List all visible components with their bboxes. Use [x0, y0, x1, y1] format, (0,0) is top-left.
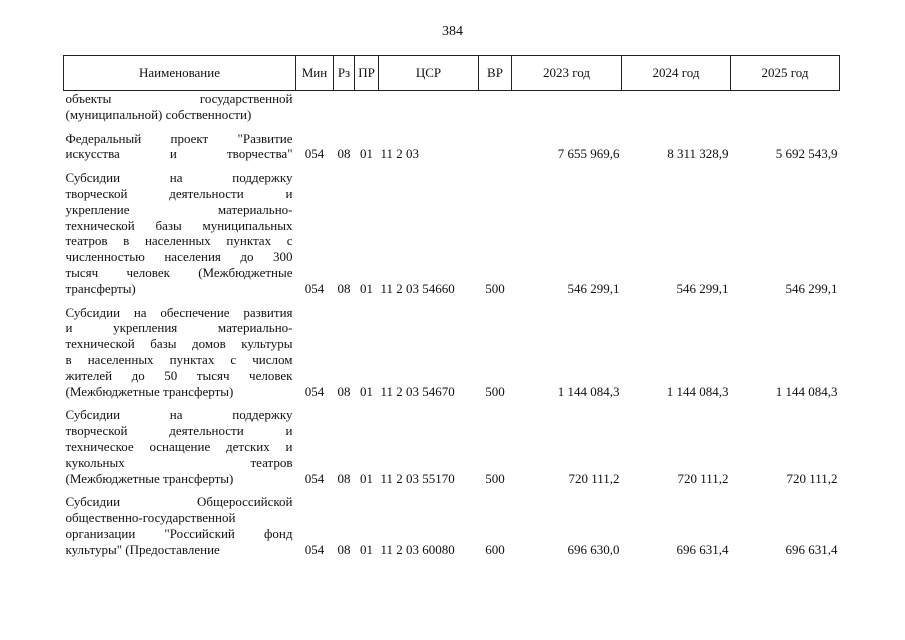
row-csr: 11 2 03 55170 [380, 470, 455, 486]
row-name-line: Субсидии на обеспечение развития [65, 304, 293, 320]
row-y2023: 1 144 084,3 [557, 383, 620, 399]
header-2024: 2024 год [622, 56, 731, 91]
row-csr [379, 91, 479, 123]
row-y2023: 696 630,0 [567, 541, 620, 557]
row-min [296, 91, 334, 123]
row-name-line: творческой деятельности и [65, 423, 293, 439]
row-y2025: 5 692 543,9 [775, 146, 838, 162]
header-csr: ЦСР [379, 56, 479, 91]
row-pr: 01 [360, 280, 373, 296]
row-name-line: объекты государственной [65, 91, 293, 106]
row-name [64, 131, 296, 163]
header-name: Наименование [64, 56, 296, 91]
row-pr: 01 [360, 470, 373, 486]
row-name-line: в населенных пунктах с числом [65, 351, 293, 367]
row-gap [64, 123, 840, 131]
row-y2023: 7 655 969,6 [557, 146, 620, 162]
row-csr: 11 2 03 54670 [380, 383, 455, 399]
row-pr: 01 [360, 541, 373, 557]
row-name-line: и укрепления материально- [65, 320, 293, 336]
table-row [64, 407, 840, 486]
row-rz: 08 [337, 280, 351, 296]
row-name-line: искусства и творчества" [65, 146, 293, 162]
row-rz: 08 [337, 541, 351, 557]
row-gap-cell [64, 297, 840, 305]
row-pr: 01 [360, 383, 373, 399]
table-row [64, 131, 840, 163]
row-name-line: (муниципальной) собственности) [65, 106, 252, 122]
row-gap-cell [64, 162, 840, 170]
row-pr [355, 91, 379, 123]
row-name [64, 407, 296, 486]
row-y2024: 1 144 084,3 [666, 383, 729, 399]
row-min: 054 [304, 146, 325, 162]
row-vr [479, 131, 512, 163]
row-pr: 01 [360, 146, 373, 162]
row-y2024: 8 311 328,9 [667, 146, 729, 162]
row-csr: 11 2 03 60080 [380, 541, 455, 557]
row-y2025: 1 144 084,3 [775, 383, 838, 399]
row-name [64, 494, 296, 557]
row-name-line: (Межбюджетные трансферты) [65, 470, 234, 486]
row-name-line: техническое оснащение детских и [65, 438, 293, 454]
row-y2024 [622, 91, 731, 123]
row-name-line: культуры" (Предоставление [65, 541, 220, 557]
header-rz: Рз [334, 56, 355, 91]
row-gap [64, 399, 840, 407]
row-name-line: общественно-государственной [65, 510, 236, 526]
table-row [64, 91, 840, 123]
row-y2025: 720 111,2 [786, 470, 838, 486]
row-name-line: технической базы муниципальных [65, 217, 293, 233]
row-min: 054 [304, 541, 325, 557]
row-min: 054 [304, 470, 325, 486]
row-gap [64, 486, 840, 494]
row-y2023 [512, 91, 622, 123]
row-rz: 08 [337, 383, 351, 399]
row-name-line: технической базы домов культуры [65, 336, 293, 352]
row-rz: 08 [337, 470, 351, 486]
row-name [64, 91, 296, 123]
row-name-line: организации "Российский фонд [65, 525, 293, 541]
row-y2023: 720 111,2 [568, 470, 620, 486]
header-2023: 2023 год [512, 56, 622, 91]
row-y2024: 696 631,4 [676, 541, 729, 557]
table-row [64, 305, 840, 400]
row-y2023: 546 299,1 [567, 280, 620, 296]
header-pr: ПР [355, 56, 379, 91]
row-name [64, 170, 296, 296]
row-vr: 600 [485, 541, 505, 557]
row-rz: 08 [337, 146, 351, 162]
row-name-line: Субсидии Общероссийской [65, 494, 293, 510]
row-min: 054 [304, 383, 325, 399]
row-name-line: Федеральный проект "Развитие [65, 130, 293, 146]
table-header [64, 56, 840, 91]
row-vr: 500 [485, 280, 505, 296]
row-name-line: укрепление материально- [65, 201, 293, 217]
row-name-line: (Межбюджетные трансферты) [65, 383, 234, 399]
row-name-line: кукольных театров [65, 454, 293, 470]
row-name [64, 305, 296, 400]
row-gap-cell [64, 123, 840, 131]
row-gap [64, 162, 840, 170]
row-rz [334, 91, 355, 123]
row-y2025 [731, 91, 840, 123]
row-gap-cell [64, 399, 840, 407]
row-min: 054 [304, 280, 325, 296]
row-name-line: трансферты) [65, 280, 136, 296]
row-vr [479, 91, 512, 123]
row-csr: 11 2 03 [380, 146, 420, 162]
table-row [64, 170, 840, 296]
row-name-line: творческой деятельности и [65, 185, 293, 201]
row-gap [64, 297, 840, 305]
row-name-line: численностью населения до 300 [65, 249, 293, 265]
table-row [64, 494, 840, 557]
row-name-line: Субсидии на поддержку [65, 407, 293, 423]
row-name-line: тысяч человек (Межбюджетные [65, 264, 293, 280]
row-vr: 500 [485, 383, 505, 399]
row-name-line: театров в населенных пунктах с [65, 233, 293, 249]
row-name-line: Субсидии на поддержку [65, 170, 293, 186]
row-y2025: 696 631,4 [785, 541, 838, 557]
header-2025: 2025 год [731, 56, 840, 91]
budget-table [63, 55, 840, 558]
header-vr: ВР [479, 56, 512, 91]
row-gap-cell [64, 486, 840, 494]
row-y2024: 720 111,2 [677, 470, 729, 486]
header-min: Мин [296, 56, 334, 91]
page-number: 384 [442, 24, 463, 39]
row-name-line: жителей до 50 тысяч человек [65, 367, 293, 383]
table-body [64, 91, 840, 558]
row-y2025: 546 299,1 [785, 280, 838, 296]
row-y2024: 546 299,1 [676, 280, 729, 296]
row-vr: 500 [485, 470, 505, 486]
row-csr: 11 2 03 54660 [380, 280, 455, 296]
